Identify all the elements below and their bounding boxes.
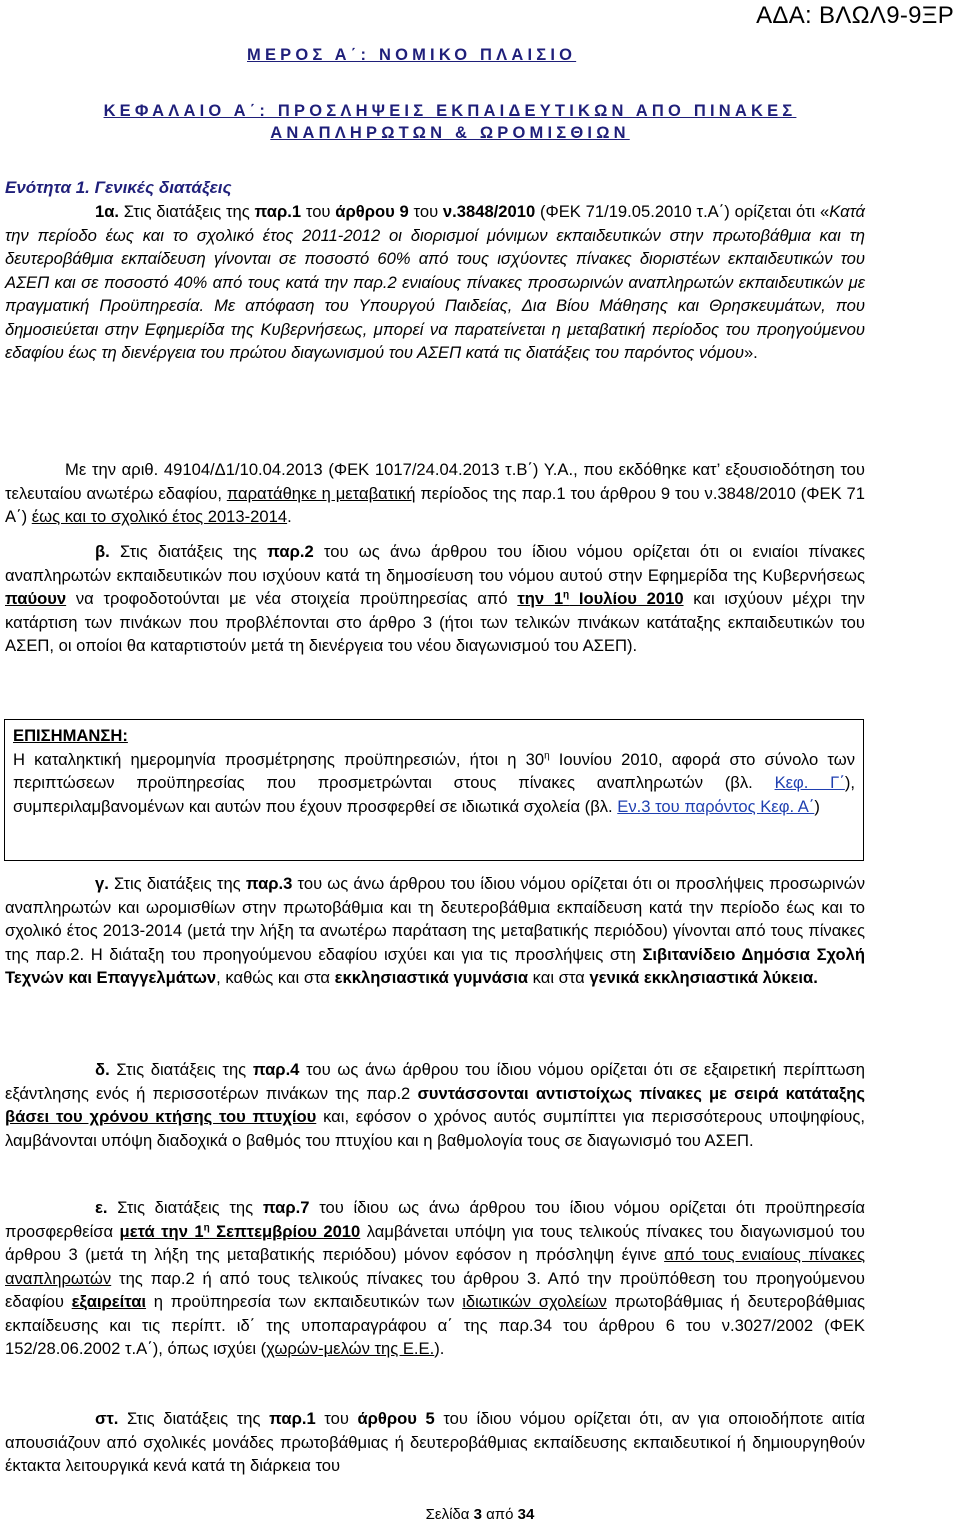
page-total: 34 bbox=[517, 1506, 535, 1523]
page-footer: Σελίδα 3 από 34 bbox=[425, 1506, 535, 1523]
paragraph-1c: γ. Στις διατάξεις της παρ.3 του ως άνω άρθρου του ίδιου νόμου ορίζεται ότι οι προσλήψεις προσωρινών αναπληρωτών και ωρομισθίων στην πρωτοβάθμια και τη δευτεροβάθμια εκπαίδευση κατά την περίοδο έως και το σχολικό έτος 2013-2014 (μετά την λήξη τα ανωτέρω παράταση της μεταβατικής περιόδου) γίνονται από τους πίνακες της παρ.2. Η διάταξη του προηγούμενου εδαφίου ισχύει και για τις προσλήψεις στη Σιβιτανίδειο Δημόσια Σχολή Τεχνών και Επαγγελμάτων, καθώς και στα εκκλησιαστικά γυμνάσια και στα γενικά εκκλησιαστικά λύκεια. bbox=[5, 874, 865, 987]
paragraph-1st: στ. Στις διατάξεις της παρ.1 του άρθρου 5 του ίδιου νόμου ορίζεται ότι, αν για οποιοδήποτε αιτία απουσιάζουν από σχολικές μονάδες πρωτοβάθμιας ή δευτεροβάθμιας εκπαίδευσης εκπαιδευτικοί ή δημιουργηθούν έκτακτα λειτουργικά κενά κατά τη διάρκεια του bbox=[5, 1409, 865, 1475]
paragraph-1b: β. Στις διατάξεις της παρ.2 του ως άνω άρθρου του ίδιου νόμου ορίζεται ότι οι ενιαίοι πίνακες αναπληρωτών εκπαιδευτικών που ισχύουν κατά τη δημοσίευση του νόμου αυτού στην Εφημερίδα της Κυβερνήσεως παύουν να τροφοδοτούνται με νέα στοιχεία προϋπηρεσίας από την $1^\eta$ Ιουλίου 2010 και ισχύουν μέχρι την κατάρτιση των πινάκων που προβλέπονται στο άρθρο 3 (ήτοι των τελικών πινάκων κατάταξης εκπαιδευτικών του ΑΣΕΠ, οι οποίοι θα καταρτιστούν μετά τη διενέργεια του νέου διαγωνισμού του ΑΣΕΠ). bbox=[5, 542, 865, 655]
note-box bbox=[4, 719, 864, 861]
unit-title: Ενότητα 1. Γενικές διατάξεις bbox=[5, 178, 232, 197]
chapter-title: ΚΕΦΑΛΑΙΟ Α΄: ΠΡΟΣΛΗΨΕΙΣ ΕΚΠΑΙΔΕΥΤΙΚΩΝ ΑΠΟ ΠΙΝΑΚΕΣ ΑΝΑΠΛΗΡΩΤΩΝ & ΩΡΟΜΙΣΘΙΩΝ bbox=[103, 102, 797, 142]
paragraph-extension: Με την αριθ. 49104/Δ1/10.04.2013 (ΦΕΚ 1017/24.04.2013 τ.Β΄) Υ.Α., που εκδόθηκε κατ’ εξουσιοδότηση του τελευταίου ανωτέρω εδαφίου, παρατάθηκε η μεταβατική περίοδος της παρ.1 του άρθρου 9 του ν.3848/2010 (ΦΕΚ 71 Α΄) έως και το σχολικό έτος 2013-2014. bbox=[5, 460, 865, 526]
paragraph-1e: ε. Στις διατάξεις της παρ.7 του ίδιου ως άνω άρθρου του ίδιου νόμου ορίζεται ότι προϋπηρεσία προσφερθείσα μετά την $1^\eta$ Σεπτεμβρίου 2010 λαμβάνεται υπόψη για τους τελικούς πίνακες του διαγωνισμού του άρθρου 3 (μετά τη λήξη της μεταβατικής περιόδου) μόνον εφόσον η πρόσληψη έγινε από τους ενιαίους πίνακες αναπληρωτών της παρ.2 ή από τους τελικούς πίνακες του άρθρου 3. Από την προϋπόθεση του προηγούμενου εδαφίου εξαιρείται η προϋπηρεσία των εκπαιδευτικών των ιδιωτικών σχολείων πρωτοβάθμιας ή δευτεροβάθμιας εκπαίδευσης και τις περίπτ. ιδ΄ της υποπαραγράφου α΄ της παρ.34 του άρθρου 6 του ν.3027/2002 (ΦΕΚ 152/28.06.2002 τ.Α΄), όπως ισχύει (χωρών-μελών της Ε.Ε.). bbox=[5, 1198, 865, 1358]
ada-code: ΑΔΑ: ΒΛΩΛ9-9ΞΡ bbox=[756, 2, 954, 29]
note-label: ΕΠΙΣΗΜΑΝΣΗ: bbox=[13, 726, 128, 745]
paragraph-1d: δ. Στις διατάξεις της παρ.4 του ως άνω άρθρου του ίδιου νόμου ορίζεται ότι σε εξαιρετική περίπτωση εξάντλησης ενός ή περισσοτέρων πινάκων της παρ.2 συντάσσονται αντιστοίχως πίνακες με σειρά κατάταξης βάσει του χρόνου κτήσης του πτυχίου και, εφόσον ο χρόνος αυτός συμπίπτει για περισσότερους υποψηφίους, λαμβάνονται υπόψη διαδοχικά ο βαθμός του πτυχίου και η βαθμολογία τους σε διαγωνισμό του ΑΣΕΠ. bbox=[5, 1060, 865, 1150]
paragraph-1a: 1α. Στις διατάξεις της παρ.1 του άρθρου 9 του ν.3848/2010 (ΦΕΚ 71/19.05.2010 τ.Α΄) ορίζεται ότι «Κατά την περίοδο έως και το σχολικό έτος 2011-2012 οι διορισμοί μόνιμων εκπαιδευτικών στην πρωτοβάθμια και τη δευτεροβάθμια εκπαίδευση γίνονται σε ποσοστό 60% από τους ισχύοντες πίνακες διοριστέων εκπαιδευτικών του ΑΣΕΠ και σε ποσοστό 40% από τους κατά την παρ.2 ενιαίους πίνακες προσωρινών αναπληρωτών εκπαιδευτικών με πραγματική Προϋπηρεσία. Με απόφαση του Υπουργού Παιδείας, Δια Βίου Μάθησης και Θρησκευμάτων, που δημοσιεύεται στην Εφημερίδα της Κυβερνήσεως, μπορεί να παρατείνεται η μεταβατική περίοδος του προηγούμενου εδαφίου έως τη διενέργεια του πρώτου διαγωνισμού του ΑΣΕΠ κατά τις διατάξεις του παρόντος νόμου». bbox=[5, 202, 865, 362]
note-text: Η καταληκτική ημερομηνία προσμέτρησης προϋπηρεσιών, ήτοι η $30^\eta$ Ιουνίου 2010, αφορά στο σύνολο των περιπτώσεων προϋπηρεσίας που προσμετρώνται στους πίνακες αναπληρωτών (βλ. Κεφ. Γ΄), συμπεριλαμβανομένων και αυτών που έχουν προσφερθεί σε ιδιωτικά σχολεία (βλ. Εν.3 του παρόντος Κεφ. Α΄) bbox=[13, 749, 855, 816]
link-chapter-g[interactable]: Κεφ. Γ΄ bbox=[774, 773, 845, 792]
link-unit-3[interactable]: Εν.3 του παρόντος Κεφ. Α΄ bbox=[617, 796, 815, 816]
page-number: 3 bbox=[473, 1506, 482, 1523]
part-title: ΜΕΡΟΣ Α΄: ΝΟΜΙΚΟ ΠΛΑΙΣΙΟ bbox=[247, 46, 577, 64]
